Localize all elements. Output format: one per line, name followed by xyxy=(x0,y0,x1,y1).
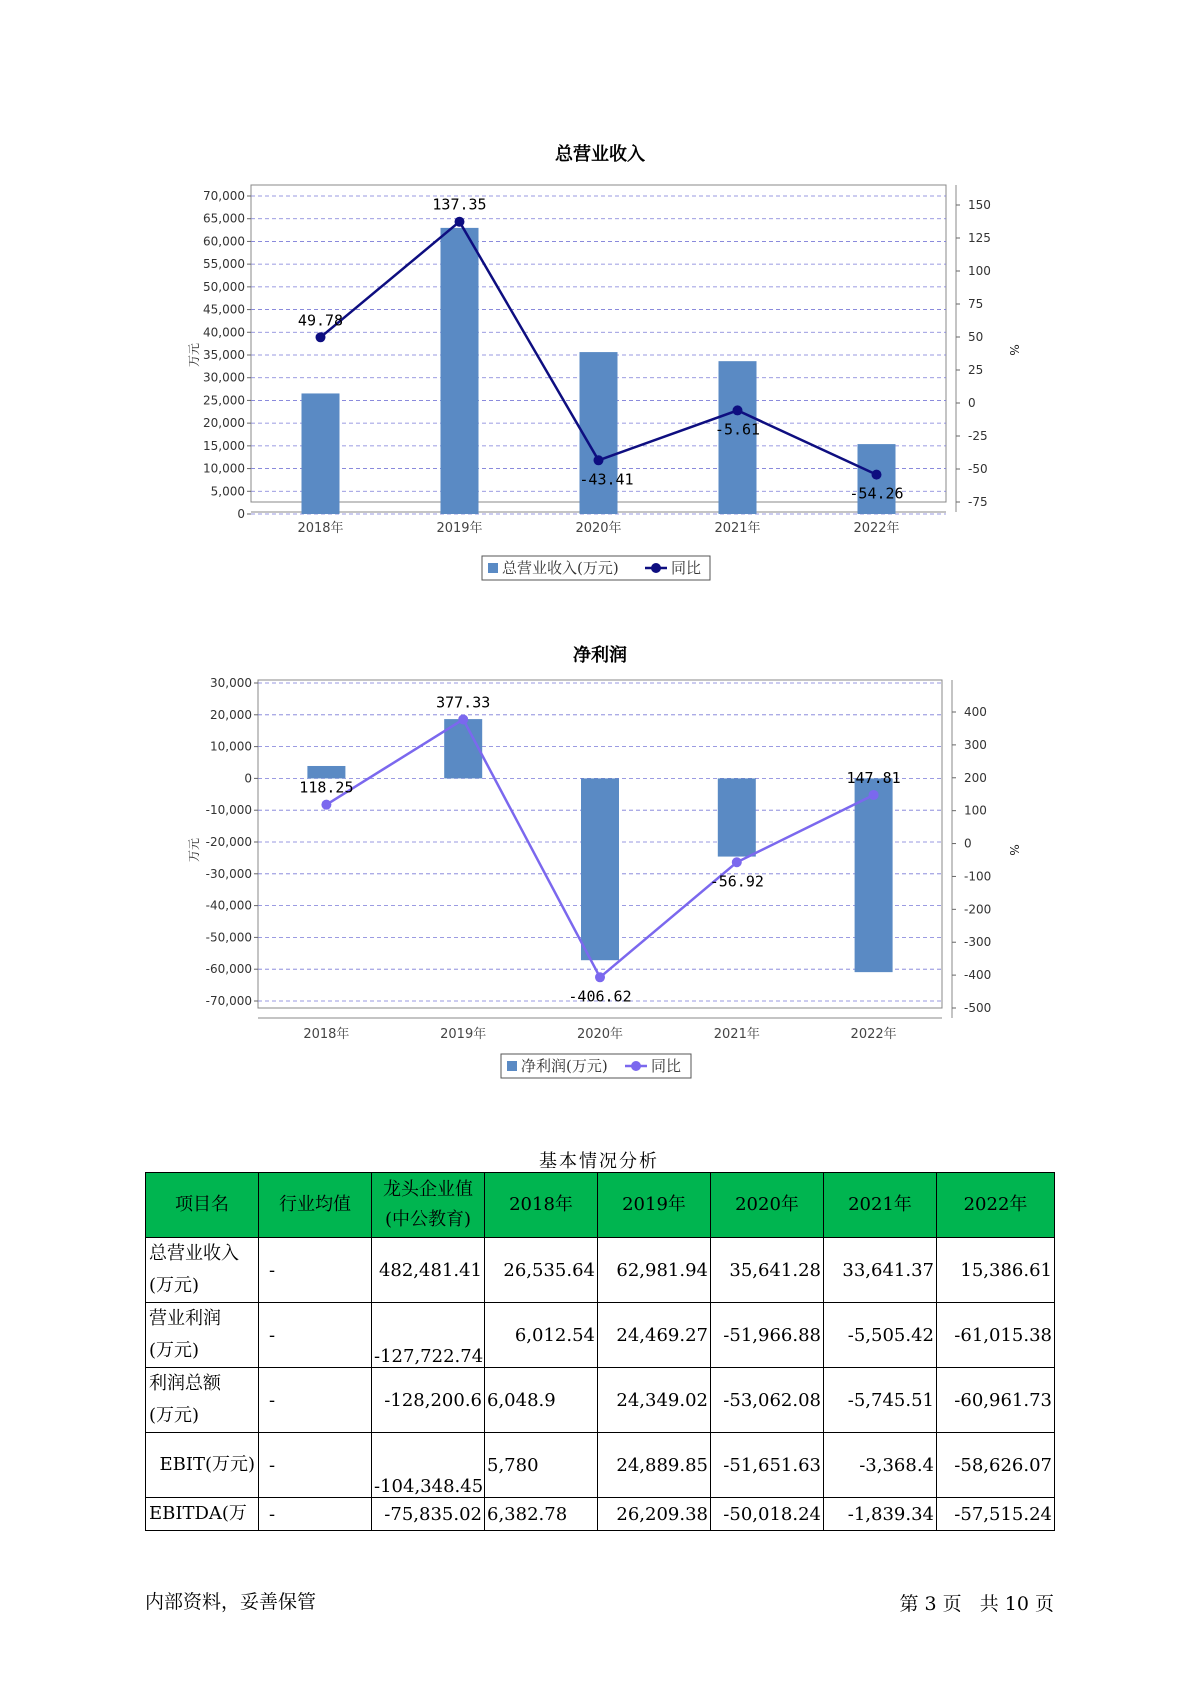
row-avg: - xyxy=(259,1498,372,1531)
y2-tick-label: -300 xyxy=(964,935,992,950)
revenue-chart xyxy=(0,135,1191,599)
y-tick-label: 20,000 xyxy=(203,416,245,431)
header-2021: 2021年 xyxy=(824,1173,937,1238)
line-point xyxy=(732,857,742,867)
row-2020: -53,062.08 xyxy=(711,1368,824,1433)
line-point xyxy=(872,470,882,480)
y2-tick-label: -50 xyxy=(968,462,988,476)
legend-bar-label: 总营业收入(万元) xyxy=(502,559,619,577)
y-tick-label: 10,000 xyxy=(210,739,252,754)
y-tick-label: -10,000 xyxy=(205,803,252,818)
row-2022: 15,386.61 xyxy=(937,1238,1055,1303)
y-tick-label: 5,000 xyxy=(210,484,245,499)
data-label: -56.92 xyxy=(709,872,764,891)
y2-tick-label: -75 xyxy=(968,495,988,509)
row-2021: -5,745.51 xyxy=(824,1368,937,1433)
y2-tick-label: 100 xyxy=(964,803,987,818)
bar xyxy=(580,352,618,514)
data-label: 49.78 xyxy=(297,311,344,330)
row-avg: - xyxy=(259,1238,372,1303)
y-tick-label: 45,000 xyxy=(203,302,245,317)
row-2018: 26,535.64 xyxy=(485,1238,598,1303)
y-tick-label: 30,000 xyxy=(203,370,245,385)
row-2022: -58,626.07 xyxy=(937,1433,1055,1498)
table-caption: 基本情况分析 xyxy=(539,1151,659,1172)
row-2019: 24,349.02 xyxy=(598,1368,711,1433)
row-2019: 62,981.94 xyxy=(598,1238,711,1303)
bar xyxy=(581,778,619,960)
line-point xyxy=(733,405,743,415)
chart-title: 净利润 xyxy=(573,645,627,666)
row-2020: -51,966.88 xyxy=(711,1303,824,1368)
row-avg: - xyxy=(259,1303,372,1368)
row-name-line2: (万元) xyxy=(149,1340,200,1361)
data-label: -43.41 xyxy=(579,470,634,489)
y2-tick-label: 150 xyxy=(968,198,991,212)
y-tick-label: 55,000 xyxy=(203,257,245,272)
bar xyxy=(855,778,893,972)
y2-tick-label: -400 xyxy=(964,968,992,983)
row-2020: 35,641.28 xyxy=(711,1238,824,1303)
y2-tick-label: 400 xyxy=(964,705,987,719)
x-tick-label: 2021年 xyxy=(713,1027,760,1042)
table-header-row xyxy=(146,1173,1055,1238)
y-tick-label: -30,000 xyxy=(205,866,252,881)
y-tick-label: 60,000 xyxy=(203,234,245,249)
net-profit-chart xyxy=(0,635,1191,1099)
data-label: 137.35 xyxy=(432,195,487,214)
legend-line-marker xyxy=(651,563,661,573)
row-2022: -60,961.73 xyxy=(937,1368,1055,1433)
y-tick-label: 70,000 xyxy=(203,189,245,203)
x-tick-label: 2020年 xyxy=(576,1027,624,1042)
row-2019: 24,889.85 xyxy=(598,1433,711,1498)
y2-tick-label: 0 xyxy=(968,396,976,410)
y2-tick-label: -500 xyxy=(964,1001,992,1015)
row-avg: - xyxy=(259,1368,372,1433)
row-2021: -3,368.4 xyxy=(824,1433,937,1498)
row-2021: -5,505.42 xyxy=(824,1303,937,1368)
bar xyxy=(307,766,345,778)
revenue-chart-svg xyxy=(0,135,1191,595)
basic-analysis-table xyxy=(145,1172,1055,1531)
y2-tick-label: 25 xyxy=(968,363,984,377)
row-lead: 482,481.41 xyxy=(372,1238,485,1303)
y2-tick-label: -25 xyxy=(968,429,988,443)
x-tick-label: 2021年 xyxy=(714,521,761,536)
legend-line-label: 同比 xyxy=(671,559,702,577)
line-point xyxy=(321,800,331,810)
y-tick-label: -70,000 xyxy=(205,994,252,1008)
header-avg: 行业均值 xyxy=(259,1173,372,1238)
y-tick-label: 0 xyxy=(244,771,252,786)
line-point xyxy=(455,217,465,227)
row-name xyxy=(146,1303,259,1368)
line-point xyxy=(458,714,468,724)
row-2019: 24,469.27 xyxy=(598,1303,711,1368)
legend-line-marker xyxy=(631,1061,641,1071)
x-tick-label: 2020年 xyxy=(575,521,622,536)
footer-note: 内部资料，妥善保管 xyxy=(145,1591,317,1613)
table-row xyxy=(146,1368,1055,1433)
y-tick-label: 65,000 xyxy=(203,211,245,226)
y-tick-label: 0 xyxy=(237,507,245,521)
row-name: EBIT(万元) xyxy=(146,1433,259,1498)
row-2021: 33,641.37 xyxy=(824,1238,937,1303)
y2-tick-label: 50 xyxy=(968,330,984,344)
header-2019: 2019年 xyxy=(598,1173,711,1238)
y2-tick-label: -100 xyxy=(964,869,992,884)
row-lead: -128,200.6 xyxy=(372,1368,485,1433)
y2-tick-label: 0 xyxy=(964,836,972,851)
y-tick-label: -20,000 xyxy=(205,835,252,849)
line-point xyxy=(594,455,604,465)
y-tick-label: -40,000 xyxy=(205,898,252,913)
y2-tick-label: 125 xyxy=(968,231,991,245)
x-tick-label: 2022年 xyxy=(853,521,900,536)
y-tick-label: 35,000 xyxy=(203,348,245,362)
x-tick-label: 2018年 xyxy=(303,1027,350,1042)
row-lead: -104,348.45 xyxy=(372,1433,485,1498)
data-label: -406.62 xyxy=(568,987,632,1006)
row-avg: - xyxy=(259,1433,372,1498)
row-2019: 26,209.38 xyxy=(598,1498,711,1531)
row-name-line1: 利润总额 xyxy=(149,1373,221,1394)
y-tick-label: 15,000 xyxy=(203,438,245,453)
y-tick-label: 20,000 xyxy=(210,707,252,722)
y2-axis-label: % xyxy=(1007,844,1021,856)
y-tick-label: 50,000 xyxy=(203,279,245,294)
table-row xyxy=(146,1433,1055,1498)
row-lead: -75,835.02 xyxy=(372,1498,485,1531)
line-point xyxy=(316,332,326,342)
header-2018: 2018年 xyxy=(485,1173,598,1238)
y-tick-label: -50,000 xyxy=(205,930,252,945)
row-2022: -57,515.24 xyxy=(937,1498,1055,1531)
chart-title: 总营业收入 xyxy=(555,144,645,165)
row-2018: 5,780 xyxy=(485,1433,598,1498)
row-name-line1: 总营业收入 xyxy=(149,1243,239,1264)
line-point xyxy=(595,972,605,982)
y2-tick-label: 200 xyxy=(964,770,987,785)
y-tick-label: 10,000 xyxy=(203,461,245,476)
y-axis-label: 万元 xyxy=(187,837,201,863)
row-2022: -61,015.38 xyxy=(937,1303,1055,1368)
legend-bar-label: 净利润(万元) xyxy=(521,1057,608,1075)
y-tick-label: -60,000 xyxy=(205,962,252,977)
page-number: 第 3 页 共 10 页 xyxy=(899,1593,1054,1615)
line-point xyxy=(869,790,879,800)
header-lead xyxy=(372,1173,485,1238)
data-label: -5.61 xyxy=(714,420,761,439)
data-label: 147.81 xyxy=(846,768,901,787)
header-2022: 2022年 xyxy=(937,1173,1055,1238)
row-name xyxy=(146,1368,259,1433)
y-axis-label: 万元 xyxy=(187,342,201,368)
row-2018: 6,048.9 xyxy=(485,1368,598,1433)
table-row xyxy=(146,1303,1055,1368)
header-lead-line1: 龙头企业值 xyxy=(383,1179,473,1200)
row-2020: -51,651.63 xyxy=(711,1433,824,1498)
row-name-line2: (万元) xyxy=(149,1405,200,1426)
data-label: 377.33 xyxy=(436,693,491,712)
bar xyxy=(302,393,340,514)
x-tick-label: 2019年 xyxy=(440,1027,487,1042)
row-name: EBITDA(万 xyxy=(146,1498,259,1531)
row-2020: -50,018.24 xyxy=(711,1498,824,1531)
y2-axis-label: % xyxy=(1007,344,1021,356)
net-profit-chart-svg xyxy=(0,635,1191,1095)
legend-line-label: 同比 xyxy=(651,1057,682,1075)
y2-tick-label: 100 xyxy=(968,264,991,278)
y2-tick-label: 75 xyxy=(968,297,984,311)
row-2021: -1,839.34 xyxy=(824,1498,937,1531)
legend-bar-swatch xyxy=(507,1061,517,1071)
bar xyxy=(441,228,479,514)
y-tick-label: 40,000 xyxy=(203,325,245,340)
row-2018: 6,382.78 xyxy=(485,1498,598,1531)
x-tick-label: 2019年 xyxy=(436,521,483,536)
y-tick-label: 30,000 xyxy=(210,676,252,690)
x-tick-label: 2022年 xyxy=(850,1027,897,1042)
legend-bar-swatch xyxy=(488,563,498,573)
table-row xyxy=(146,1238,1055,1303)
y-tick-label: 25,000 xyxy=(203,393,245,408)
bar xyxy=(718,778,756,856)
x-tick-label: 2018年 xyxy=(297,521,344,536)
y2-tick-label: -200 xyxy=(964,902,992,917)
y2-tick-label: 300 xyxy=(964,737,987,752)
header-name: 项目名 xyxy=(146,1173,259,1238)
data-label: -54.26 xyxy=(849,484,904,503)
row-name xyxy=(146,1238,259,1303)
row-lead: -127,722.74 xyxy=(372,1303,485,1368)
row-name-line1: 营业利润 xyxy=(149,1308,221,1329)
header-2020: 2020年 xyxy=(711,1173,824,1238)
table-row xyxy=(146,1498,1055,1531)
header-lead-line2: (中公教育) xyxy=(384,1209,472,1230)
row-name-line2: (万元) xyxy=(149,1275,200,1296)
row-2018: 6,012.54 xyxy=(485,1303,598,1368)
data-label: 118.25 xyxy=(299,778,354,797)
